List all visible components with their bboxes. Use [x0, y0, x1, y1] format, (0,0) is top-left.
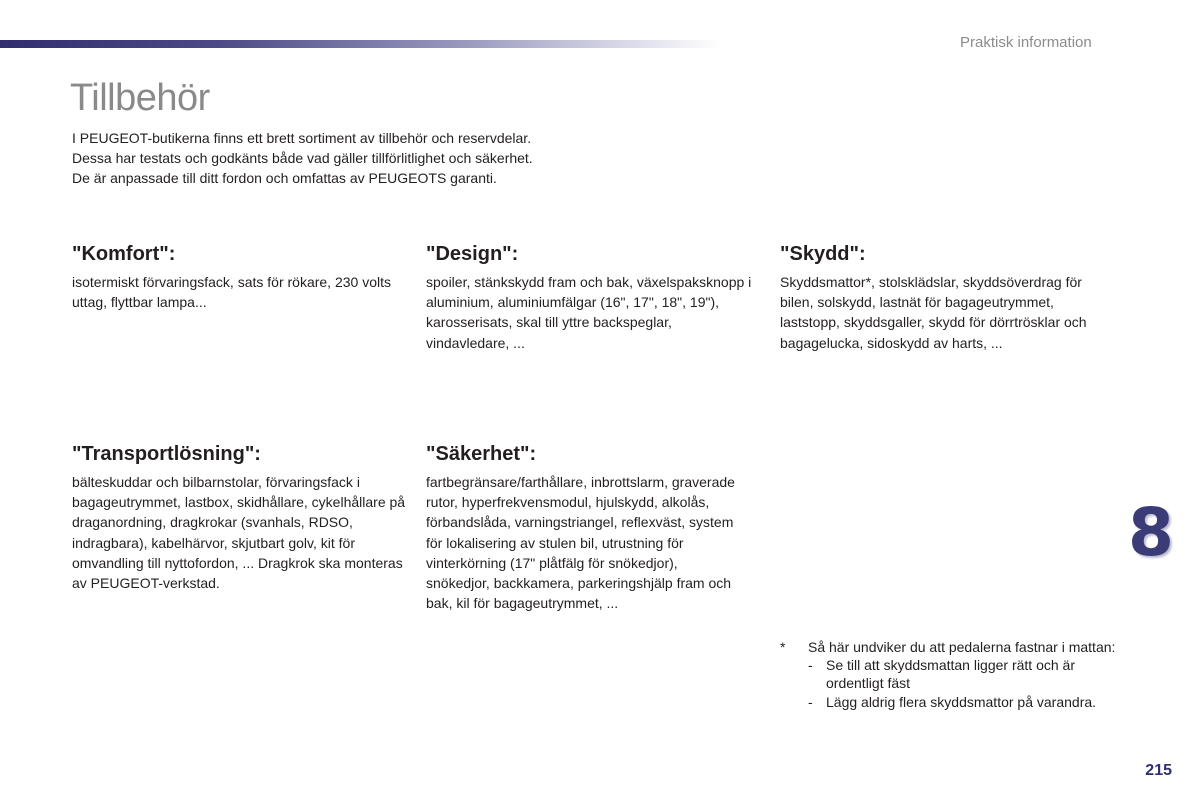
footnote-bullet — [780, 656, 1120, 692]
chapter-number: 8 — [1128, 494, 1174, 571]
category-text: spoiler, stänkskydd fram och bak, växelspaksknopp i aluminium, aluminiumfälgar (16", 17", 18", 19"), karosserisats, skal till yttre backspeglar, vindavledare, ... — [426, 274, 752, 351]
footnote-bullet — [780, 693, 1120, 711]
footnote-text: Så här undviker du att pedalerna fastnar i mattan: — [808, 639, 1116, 655]
intro-line: De är anpassade till ditt fordon och omfattas av PEUGEOTS garanti. — [72, 170, 497, 186]
category-title: "Säkerhet": — [426, 443, 537, 465]
intro-line: I PEUGEOT-butikerna finns ett brett sortiment av tillbehör och reservdelar. — [72, 130, 532, 146]
footnote-intro — [780, 638, 1120, 656]
intro-paragraph — [72, 128, 712, 188]
bullet-dash: - — [808, 693, 813, 710]
section-title: Praktisk information — [960, 34, 1092, 51]
category-transportlosning — [72, 441, 407, 593]
page-title: Tillbehör — [70, 77, 210, 119]
category-title: "Skydd": — [780, 243, 866, 265]
intro-line: Dessa har testats och godkänts både vad gäller tillförlitlighet och säkerhet. — [72, 150, 533, 166]
category-title: "Design": — [426, 243, 519, 265]
category-komfort — [72, 241, 402, 312]
footnote-bullet-text: Lägg aldrig flera skyddsmattor på varandra. — [826, 693, 1097, 710]
category-title: "Komfort": — [72, 243, 176, 265]
category-text: fartbegränsare/farthållare, inbrottslarm, graverade rutor, hyperfrekvensmodul, hjulskydd, alkolås, förbandslåda, varningstriangel, reflexväst, system för lokalisering av stulen bil, utrustning för vinterkörning (17" plåtfälg för snökedjor), snökedjor, backkamera, parkeringshjälp fram och bak, kil för bagageutrymmet, ... — [426, 474, 735, 612]
page-number: 215 — [1145, 762, 1172, 779]
category-title: "Transportlösning": — [72, 443, 261, 465]
category-sakerhet — [426, 441, 738, 613]
bullet-dash: - — [808, 657, 813, 674]
category-text: Skyddsmattor*, stolsklädslar, skyddsöverdrag för bilen, solskydd, lastnät för bagageutrymmet, laststopp, skyddsgaller, skydd för dörrtrösklar och bagagelucka, sidoskydd av harts, ... — [780, 274, 1087, 351]
category-skydd — [780, 241, 1115, 353]
category-text: isotermiskt förvaringsfack, sats för rökare, 230 volts uttag, flyttbar lampa... — [72, 274, 391, 311]
footnote — [780, 638, 1120, 711]
footnote-marker: * — [780, 639, 786, 655]
category-text: bälteskuddar och bilbarnstolar, förvaringsfack i bagageutrymmet, lastbox, skidhållare, cykelhållare på draganordning, dragkrokar (svanhals, RDSO, indragbara), kabelhärvor, skjutbart golv, kit för omvandling till nyttofordon, ... Dragkrok ska monteras av PEUGEOT-verkstad. — [72, 474, 406, 592]
footnote-bullet-text: Se till att skyddsmattan ligger rätt och är ordentligt fäst — [826, 657, 1075, 692]
header-accent-bar — [0, 40, 720, 48]
category-design — [426, 241, 756, 353]
